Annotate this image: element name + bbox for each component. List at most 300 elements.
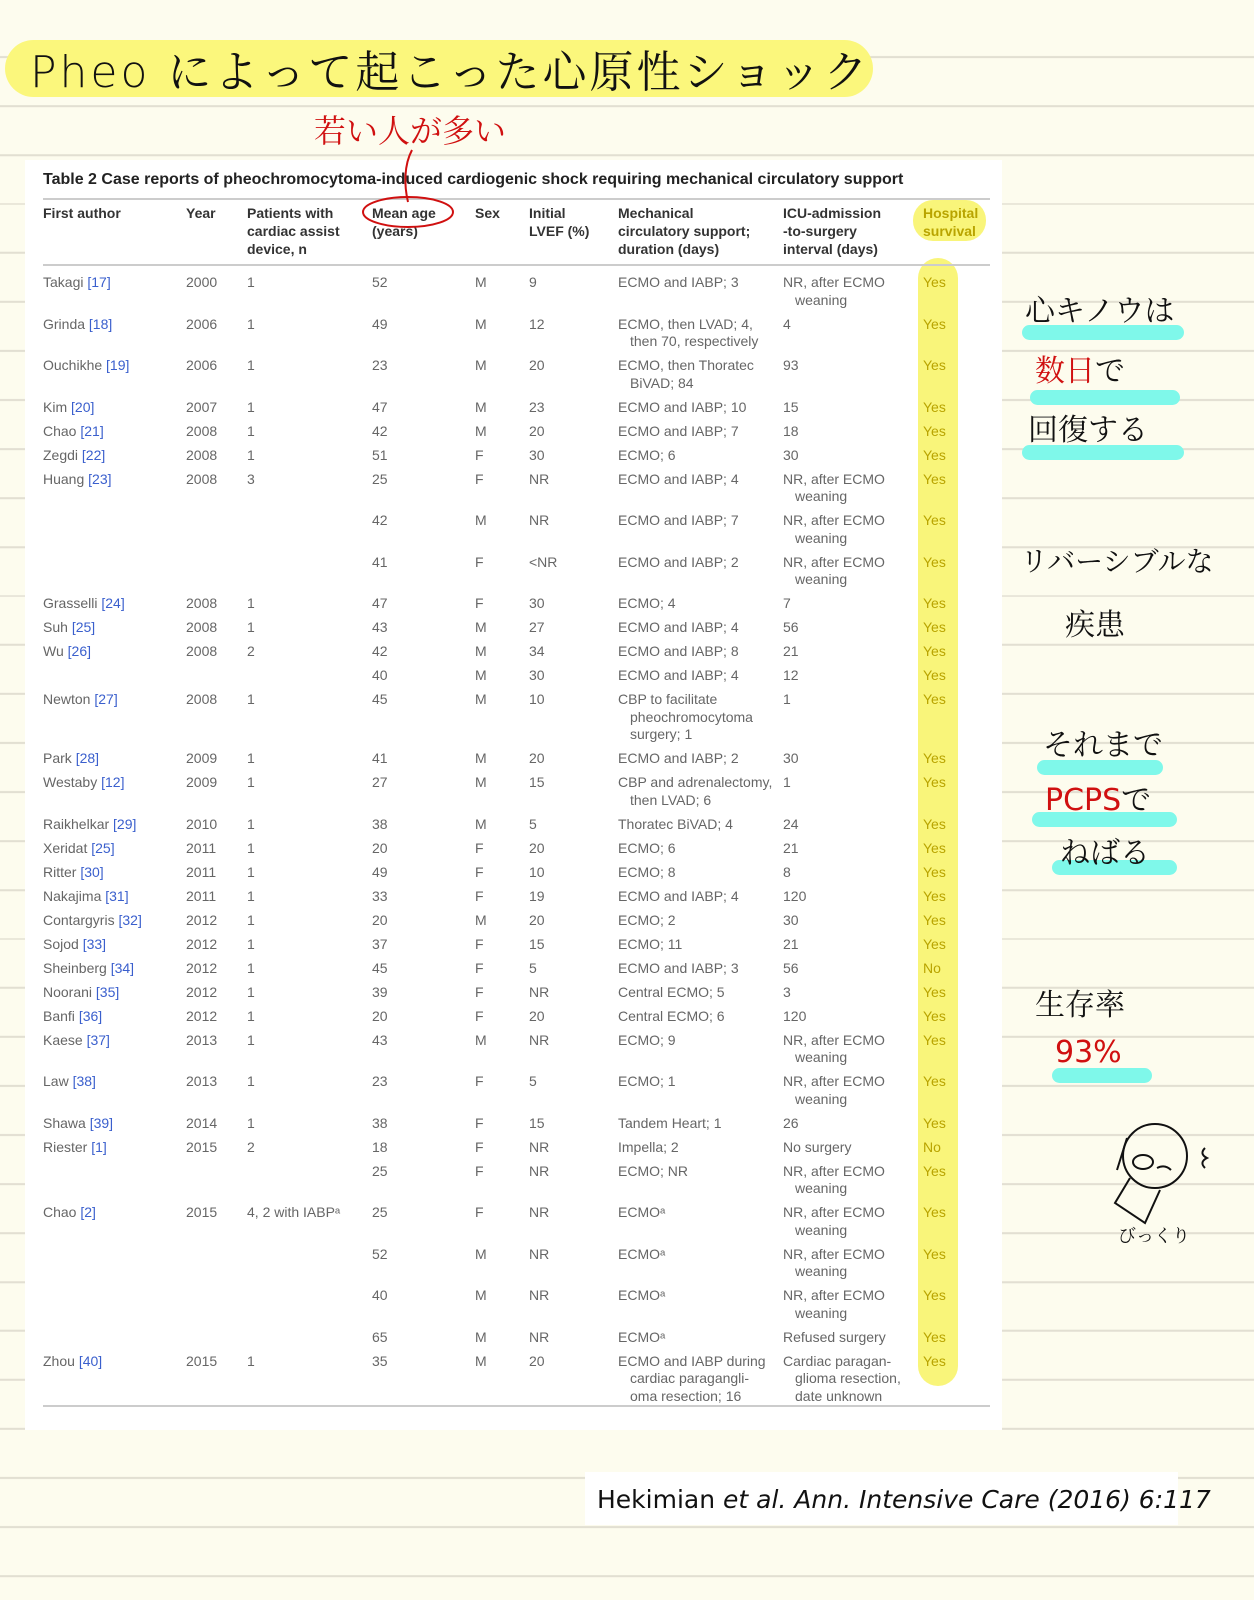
table-row bbox=[0, 750, 1000, 774]
cell-sex: F bbox=[475, 887, 484, 904]
table-row bbox=[0, 960, 1000, 984]
reference-link[interactable]: [20] bbox=[71, 398, 95, 415]
cell-first-author bbox=[43, 984, 119, 1002]
cell-hospital-survival: Yes bbox=[923, 1073, 946, 1089]
citation-volume: (2016) 6:117 bbox=[1039, 1485, 1211, 1514]
cell-mean-age: 25 bbox=[372, 1162, 388, 1179]
author-name: Xeridat bbox=[43, 839, 88, 856]
cell-hospital-survival: No bbox=[923, 1138, 941, 1155]
cell-mean-age: 20 bbox=[372, 1007, 388, 1024]
table-row bbox=[0, 691, 1000, 750]
cell-initial-lvef: NR bbox=[529, 1328, 550, 1345]
cell-sex: M bbox=[475, 274, 487, 290]
note-until-then: それまで bbox=[1043, 728, 1163, 763]
table-row bbox=[0, 595, 1000, 619]
cell-mechanical-support: ECMO and IABP; 4 bbox=[618, 887, 739, 904]
reference-link[interactable]: [25] bbox=[71, 619, 96, 635]
cell-initial-lvef: 20 bbox=[529, 422, 545, 439]
cell-hospital-survival: Yes bbox=[923, 1245, 946, 1262]
cell-year: 2013 bbox=[186, 1073, 218, 1089]
reference-link[interactable]: [21] bbox=[80, 422, 104, 439]
note-de: で bbox=[1095, 354, 1125, 389]
cell-mechanical-support: ECMOᵃ bbox=[618, 1245, 666, 1262]
age-note: 若い人が多い bbox=[314, 112, 507, 150]
cell-mechanical-support: ECMO; NR bbox=[618, 1162, 688, 1179]
cell-initial-lvef: 9 bbox=[529, 274, 537, 290]
cell-sex: F bbox=[475, 839, 484, 856]
cell-first-author bbox=[43, 1353, 102, 1371]
cell-hospital-survival: Yes bbox=[923, 1204, 946, 1220]
cell-year: 2011 bbox=[186, 887, 217, 904]
cell-sex: F bbox=[475, 983, 484, 1000]
author-name: Park bbox=[43, 750, 72, 766]
table-row bbox=[0, 512, 1000, 554]
cell-initial-lvef: 20 bbox=[529, 911, 545, 928]
cell-mean-age: 23 bbox=[372, 1073, 388, 1089]
cell-sex: F bbox=[475, 959, 484, 976]
cell-mean-age: 18 bbox=[372, 1138, 388, 1155]
cell-mechanical-support: ECMO and IABP; 8 bbox=[618, 643, 739, 659]
cell-mean-age: 47 bbox=[372, 398, 388, 415]
header-hospital-survival: Hospital survival bbox=[923, 205, 979, 239]
cell-mechanical-support: ECMO and IABP; 4 bbox=[618, 619, 739, 635]
cell-year: 2008 bbox=[186, 619, 218, 635]
cell-mechanical-support: CBP to facilitate pheochromocytoma surgery; 1 bbox=[618, 691, 753, 742]
cell-mechanical-support: ECMO and IABP; 2 bbox=[618, 553, 739, 570]
cell-mechanical-support: ECMO, then LVAD; 4, then 70, respectively bbox=[618, 315, 759, 349]
cell-year: 2012 bbox=[186, 959, 218, 976]
cell-icu-interval: Refused surgery bbox=[783, 1328, 886, 1345]
cell-year: 2000 bbox=[186, 274, 218, 290]
cell-initial-lvef: NR bbox=[529, 983, 550, 1000]
cell-icu-interval: NR, after ECMO weaning bbox=[783, 1031, 885, 1065]
cell-year: 2015 bbox=[186, 1138, 218, 1155]
cell-sex: M bbox=[475, 691, 487, 707]
cell-patients: 1 bbox=[247, 911, 255, 928]
cell-year: 2014 bbox=[186, 1114, 218, 1131]
cell-mechanical-support: ECMO; 6 bbox=[618, 839, 676, 856]
reference-link[interactable]: [38] bbox=[72, 1073, 96, 1089]
cell-mean-age: 65 bbox=[372, 1328, 388, 1345]
cell-hospital-survival: Yes bbox=[923, 667, 946, 683]
cell-hospital-survival: Yes bbox=[923, 815, 946, 832]
table-row bbox=[0, 1073, 1000, 1115]
table-row bbox=[0, 1115, 1000, 1139]
cell-icu-interval: 26 bbox=[783, 1114, 799, 1131]
cell-mean-age: 52 bbox=[372, 1245, 388, 1262]
cell-hospital-survival: Yes bbox=[923, 357, 946, 373]
cell-sex: M bbox=[475, 774, 487, 790]
cell-sex: F bbox=[475, 1162, 484, 1179]
cell-mechanical-support: Thoratec BiVAD; 4 bbox=[618, 815, 733, 832]
table-row bbox=[0, 774, 1000, 816]
cell-mechanical-support: Central ECMO; 6 bbox=[618, 1007, 725, 1024]
reference-link[interactable]: [12] bbox=[101, 774, 125, 790]
header-sex: Sex bbox=[475, 205, 500, 221]
reference-link[interactable]: [32] bbox=[118, 911, 142, 928]
table-row bbox=[0, 1329, 1000, 1353]
author-name: Wu bbox=[43, 643, 64, 659]
reference-link[interactable]: [27] bbox=[94, 691, 118, 707]
cell-year: 2008 bbox=[186, 691, 218, 707]
cell-hospital-survival: Yes bbox=[923, 595, 946, 611]
note-disease: 疾患 bbox=[1065, 608, 1125, 643]
author-name: Grinda bbox=[43, 315, 86, 332]
cell-icu-interval: 7 bbox=[783, 595, 791, 611]
cell-icu-interval: 1 bbox=[783, 691, 791, 707]
cell-mean-age: 25 bbox=[372, 1204, 388, 1220]
cell-mechanical-support: ECMO; 6 bbox=[618, 446, 676, 463]
cell-icu-interval: 56 bbox=[783, 619, 799, 635]
cell-hospital-survival: Yes bbox=[923, 619, 946, 635]
author-name: Ritter bbox=[43, 863, 77, 880]
table-row bbox=[0, 399, 1000, 423]
cell-mean-age: 43 bbox=[372, 1031, 388, 1048]
cell-mechanical-support: ECMO and IABP; 3 bbox=[618, 959, 739, 976]
note-surprised: びっくり bbox=[1118, 1226, 1190, 1247]
author-name: Ouchikhe bbox=[43, 357, 103, 373]
cell-first-author bbox=[43, 888, 129, 906]
cell-mechanical-support: ECMO; 4 bbox=[618, 595, 676, 611]
cell-sex: M bbox=[475, 619, 487, 635]
reference-link[interactable]: [18] bbox=[88, 315, 113, 332]
cell-sex: F bbox=[475, 1007, 484, 1024]
cell-icu-interval: 120 bbox=[783, 1007, 807, 1024]
header-initial-lvef: Initial LVEF (%) bbox=[529, 205, 590, 239]
cell-first-author bbox=[43, 316, 112, 334]
table-row bbox=[0, 667, 1000, 691]
cell-sex: F bbox=[475, 1204, 484, 1220]
reference-link[interactable]: [25] bbox=[91, 839, 115, 856]
table-row bbox=[0, 423, 1000, 447]
cell-year: 2011 bbox=[186, 839, 217, 856]
table-row bbox=[0, 1008, 1000, 1032]
cell-sex: F bbox=[475, 863, 484, 880]
cell-icu-interval: NR, after ECMO weaning bbox=[783, 553, 885, 587]
cell-initial-lvef: 5 bbox=[529, 959, 537, 976]
cell-mean-age: 45 bbox=[372, 691, 388, 707]
cell-patients: 1 bbox=[247, 863, 255, 880]
cell-sex: F bbox=[475, 553, 484, 570]
cell-icu-interval: 1 bbox=[783, 774, 791, 790]
cell-icu-interval: 30 bbox=[783, 750, 799, 766]
cell-first-author bbox=[43, 936, 106, 954]
cell-mean-age: 23 bbox=[372, 357, 388, 373]
cell-first-author bbox=[43, 471, 112, 489]
reference-link[interactable]: [1] bbox=[91, 1138, 107, 1155]
cell-patients: 1 bbox=[247, 887, 255, 904]
cell-year: 2009 bbox=[186, 750, 218, 766]
table-row bbox=[0, 984, 1000, 1008]
cell-mean-age: 43 bbox=[372, 619, 388, 635]
table-row bbox=[0, 1032, 1000, 1074]
cell-mechanical-support: ECMO; 8 bbox=[618, 863, 676, 880]
cell-sex: F bbox=[475, 1073, 484, 1089]
cell-mean-age: 25 bbox=[372, 470, 388, 487]
cell-mean-age: 49 bbox=[372, 315, 388, 332]
table-row bbox=[0, 1139, 1000, 1163]
cell-mechanical-support: ECMO; 11 bbox=[618, 935, 683, 952]
cell-mechanical-support: Impella; 2 bbox=[618, 1138, 679, 1155]
cell-mechanical-support: ECMO and IABP; 3 bbox=[618, 274, 739, 290]
cell-mechanical-support: ECMO and IABP; 10 bbox=[618, 398, 747, 415]
title-note: Pheo によって起こった心原性ショック bbox=[30, 47, 871, 98]
note-recover: 回復する bbox=[1028, 413, 1148, 448]
cell-initial-lvef: 27 bbox=[529, 619, 545, 635]
cell-first-author bbox=[43, 643, 91, 661]
cell-icu-interval: NR, after ECMO weaning bbox=[783, 1245, 885, 1279]
author-name: Huang bbox=[43, 470, 85, 487]
table-body bbox=[0, 274, 1000, 1412]
cell-icu-interval: 21 bbox=[783, 935, 799, 952]
cell-initial-lvef: NR bbox=[529, 1138, 550, 1155]
reference-link[interactable]: [19] bbox=[106, 357, 130, 373]
reference-link[interactable]: [22] bbox=[81, 446, 106, 463]
cell-mean-age: 42 bbox=[372, 643, 388, 659]
table-row bbox=[0, 316, 1000, 358]
reference-link[interactable]: [39] bbox=[89, 1114, 114, 1131]
cell-year: 2008 bbox=[186, 643, 218, 659]
cell-mean-age: 39 bbox=[372, 983, 388, 1000]
cell-sex: M bbox=[475, 667, 487, 683]
cell-mechanical-support: ECMO; 1 bbox=[618, 1073, 676, 1089]
cell-first-author bbox=[43, 357, 129, 375]
cell-mechanical-support: ECMO and IABP during cardiac paragangli- oma resection; 16 bbox=[618, 1352, 766, 1404]
table-row bbox=[0, 619, 1000, 643]
cell-hospital-survival: Yes bbox=[923, 887, 946, 904]
cell-patients: 1 bbox=[247, 983, 255, 1000]
cell-mean-age: 20 bbox=[372, 839, 388, 856]
cell-hospital-survival: Yes bbox=[923, 512, 946, 528]
cell-initial-lvef: 10 bbox=[529, 691, 545, 707]
reference-link[interactable]: [28] bbox=[75, 750, 100, 766]
cell-initial-lvef: 15 bbox=[529, 774, 545, 790]
reference-link[interactable]: [2] bbox=[80, 1204, 96, 1220]
cell-patients: 1 bbox=[247, 357, 255, 373]
highlight-bar bbox=[1052, 1068, 1152, 1083]
table-row bbox=[0, 643, 1000, 667]
author-name: Raikhelkar bbox=[43, 815, 110, 832]
cell-hospital-survival: Yes bbox=[923, 839, 946, 856]
author-name: Kaese bbox=[43, 1031, 83, 1048]
cell-icu-interval: 30 bbox=[783, 446, 799, 463]
cell-sex: M bbox=[475, 911, 487, 928]
cell-patients: 1 bbox=[247, 750, 255, 766]
cell-initial-lvef: 20 bbox=[529, 357, 545, 373]
cell-mean-age: 47 bbox=[372, 595, 388, 611]
table-row bbox=[0, 888, 1000, 912]
cell-icu-interval: NR, after ECMO weaning bbox=[783, 1204, 885, 1238]
cell-hospital-survival: Yes bbox=[923, 911, 946, 928]
author-name: Zegdi bbox=[43, 446, 79, 463]
cell-hospital-survival: No bbox=[923, 959, 941, 976]
cell-patients: 1 bbox=[247, 815, 255, 832]
author-name: Zhou bbox=[43, 1352, 75, 1369]
table-row bbox=[0, 1163, 1000, 1205]
cell-patients: 1 bbox=[247, 422, 255, 439]
cell-year: 2008 bbox=[186, 470, 218, 487]
reference-link[interactable]: [31] bbox=[105, 887, 129, 904]
cell-mean-age: 33 bbox=[372, 887, 388, 904]
cell-year: 2010 bbox=[186, 815, 218, 832]
cell-hospital-survival: Yes bbox=[923, 1328, 946, 1345]
table-row bbox=[0, 447, 1000, 471]
reference-link[interactable]: [30] bbox=[80, 863, 104, 880]
reference-link[interactable]: [40] bbox=[78, 1352, 103, 1369]
cell-initial-lvef: 20 bbox=[529, 1352, 545, 1369]
author-name: Banfi bbox=[43, 1007, 75, 1024]
cell-hospital-survival: Yes bbox=[923, 274, 946, 290]
cell-year: 2008 bbox=[186, 422, 218, 439]
reference-link[interactable]: [36] bbox=[78, 1007, 103, 1024]
cell-patients: 1 bbox=[247, 446, 255, 463]
author-name: Law bbox=[43, 1073, 69, 1089]
cell-first-author bbox=[43, 447, 105, 465]
cell-mean-age: 40 bbox=[372, 1287, 388, 1303]
author-name: Sheinberg bbox=[43, 959, 107, 976]
cell-patients: 3 bbox=[247, 470, 255, 487]
cell-initial-lvef: 30 bbox=[529, 595, 545, 611]
cell-initial-lvef: NR bbox=[529, 1162, 550, 1179]
note-pcps-red: PCPS bbox=[1045, 783, 1122, 818]
cell-mean-age: 40 bbox=[372, 667, 388, 683]
author-name: Chao bbox=[43, 1204, 77, 1220]
cell-icu-interval: 56 bbox=[783, 959, 799, 976]
reference-link[interactable]: [24] bbox=[101, 595, 125, 611]
reference-link[interactable]: [35] bbox=[95, 983, 120, 1000]
note-few-days-red: 数日 bbox=[1035, 354, 1095, 389]
author-name: Shawa bbox=[43, 1114, 86, 1131]
cell-initial-lvef: NR bbox=[529, 1204, 550, 1220]
cell-sex: F bbox=[475, 935, 484, 952]
cell-patients: 2 bbox=[247, 643, 255, 659]
cell-first-author bbox=[43, 1008, 102, 1026]
cell-sex: F bbox=[475, 595, 484, 611]
cell-hospital-survival: Yes bbox=[923, 446, 946, 463]
cell-year: 2015 bbox=[186, 1204, 218, 1220]
cell-patients: 4, 2 with IABPᵃ bbox=[247, 1204, 341, 1220]
cell-hospital-survival: Yes bbox=[923, 1162, 946, 1179]
cell-mean-age: 27 bbox=[372, 774, 388, 790]
cell-mechanical-support: ECMO and IABP; 4 bbox=[618, 470, 739, 487]
cell-first-author bbox=[43, 1032, 110, 1050]
table-row bbox=[0, 864, 1000, 888]
cell-year: 2011 bbox=[186, 863, 217, 880]
header-mechanical-support: Mechanical circulatory support; duration (days) bbox=[618, 205, 751, 257]
header-patients: Patients with cardiac assist device, n bbox=[247, 205, 340, 257]
cell-year: 2012 bbox=[186, 1007, 218, 1024]
cell-initial-lvef: 34 bbox=[529, 643, 545, 659]
cell-mechanical-support: ECMO; 2 bbox=[618, 911, 676, 928]
table-row bbox=[0, 1353, 1000, 1412]
table-row bbox=[0, 1246, 1000, 1288]
cell-patients: 1 bbox=[247, 959, 255, 976]
table-row bbox=[0, 554, 1000, 596]
author-name: Riester bbox=[43, 1138, 88, 1155]
highlight-bar bbox=[1030, 390, 1180, 405]
header-icu-interval: ICU-admission -to-surgery interval (days) bbox=[783, 205, 882, 257]
cell-sex: M bbox=[475, 398, 487, 415]
cell-patients: 1 bbox=[247, 1352, 255, 1369]
cell-sex: M bbox=[475, 422, 487, 439]
cell-mechanical-support: Central ECMO; 5 bbox=[618, 983, 725, 1000]
cell-hospital-survival: Yes bbox=[923, 935, 946, 952]
cell-year: 2009 bbox=[186, 774, 218, 790]
cell-initial-lvef: 15 bbox=[529, 935, 545, 952]
cell-first-author bbox=[43, 1073, 96, 1091]
author-name: Suh bbox=[43, 619, 68, 635]
cell-icu-interval: 93 bbox=[783, 357, 799, 373]
author-name: Kim bbox=[43, 398, 68, 415]
cell-first-author bbox=[43, 750, 99, 768]
cell-year: 2012 bbox=[186, 935, 218, 952]
header-year: Year bbox=[186, 205, 216, 221]
reference-link[interactable]: [29] bbox=[113, 815, 137, 832]
cell-initial-lvef: NR bbox=[529, 470, 550, 487]
cell-sex: M bbox=[475, 315, 487, 332]
cell-icu-interval: 8 bbox=[783, 863, 791, 880]
cell-patients: 1 bbox=[247, 315, 255, 332]
cell-icu-interval: NR, after ECMO weaning bbox=[783, 274, 885, 308]
cell-hospital-survival: Yes bbox=[923, 863, 946, 880]
cell-year: 2006 bbox=[186, 357, 218, 373]
cell-mechanical-support: ECMO and IABP; 4 bbox=[618, 667, 739, 683]
cell-initial-lvef: NR bbox=[529, 1287, 550, 1303]
reference-link[interactable]: [37] bbox=[86, 1031, 110, 1048]
cell-first-author bbox=[43, 864, 104, 882]
reference-link[interactable]: [34] bbox=[110, 959, 135, 976]
cell-mechanical-support: ECMOᵃ bbox=[618, 1328, 666, 1345]
cell-hospital-survival: Yes bbox=[923, 1287, 946, 1303]
author-name: Takagi bbox=[43, 274, 84, 290]
cell-hospital-survival: Yes bbox=[923, 553, 946, 570]
cell-patients: 1 bbox=[247, 619, 255, 635]
reference-link[interactable]: [26] bbox=[67, 643, 91, 659]
cell-patients: 1 bbox=[247, 1114, 255, 1131]
header-first-author: First author bbox=[43, 205, 121, 221]
cell-mechanical-support: ECMO and IABP; 7 bbox=[618, 422, 739, 439]
cell-initial-lvef: NR bbox=[529, 1031, 550, 1048]
cell-patients: 1 bbox=[247, 398, 255, 415]
cell-sex: M bbox=[475, 1352, 487, 1369]
cell-year: 2013 bbox=[186, 1031, 218, 1048]
cell-icu-interval: NR, after ECMO weaning bbox=[783, 1162, 885, 1196]
cell-icu-interval: No surgery bbox=[783, 1138, 852, 1155]
cell-patients: 2 bbox=[247, 1138, 255, 1155]
cell-initial-lvef: 30 bbox=[529, 667, 545, 683]
cell-icu-interval: 24 bbox=[783, 815, 799, 832]
reference-link[interactable]: [23] bbox=[88, 470, 112, 487]
cell-first-author bbox=[43, 912, 142, 930]
cell-initial-lvef: <NR bbox=[529, 553, 558, 570]
cell-mean-age: 41 bbox=[372, 750, 388, 766]
note-hold-on: ねばる bbox=[1060, 836, 1150, 871]
cell-mechanical-support: CBP and adrenalectomy, then LVAD; 6 bbox=[618, 774, 773, 808]
table-row bbox=[0, 471, 1000, 513]
table-row bbox=[0, 936, 1000, 960]
cell-mean-age: 37 bbox=[372, 935, 388, 952]
cell-hospital-survival: Yes bbox=[923, 422, 946, 439]
cell-first-author bbox=[43, 691, 118, 709]
cell-patients: 1 bbox=[247, 1073, 255, 1089]
reference-link[interactable]: [17] bbox=[87, 274, 111, 290]
reference-link[interactable]: [33] bbox=[82, 935, 107, 952]
cell-icu-interval: 21 bbox=[783, 839, 799, 856]
cell-mean-age: 38 bbox=[372, 815, 388, 832]
cell-sex: F bbox=[475, 1114, 484, 1131]
cell-hospital-survival: Yes bbox=[923, 1007, 946, 1024]
table-row bbox=[0, 1287, 1000, 1329]
